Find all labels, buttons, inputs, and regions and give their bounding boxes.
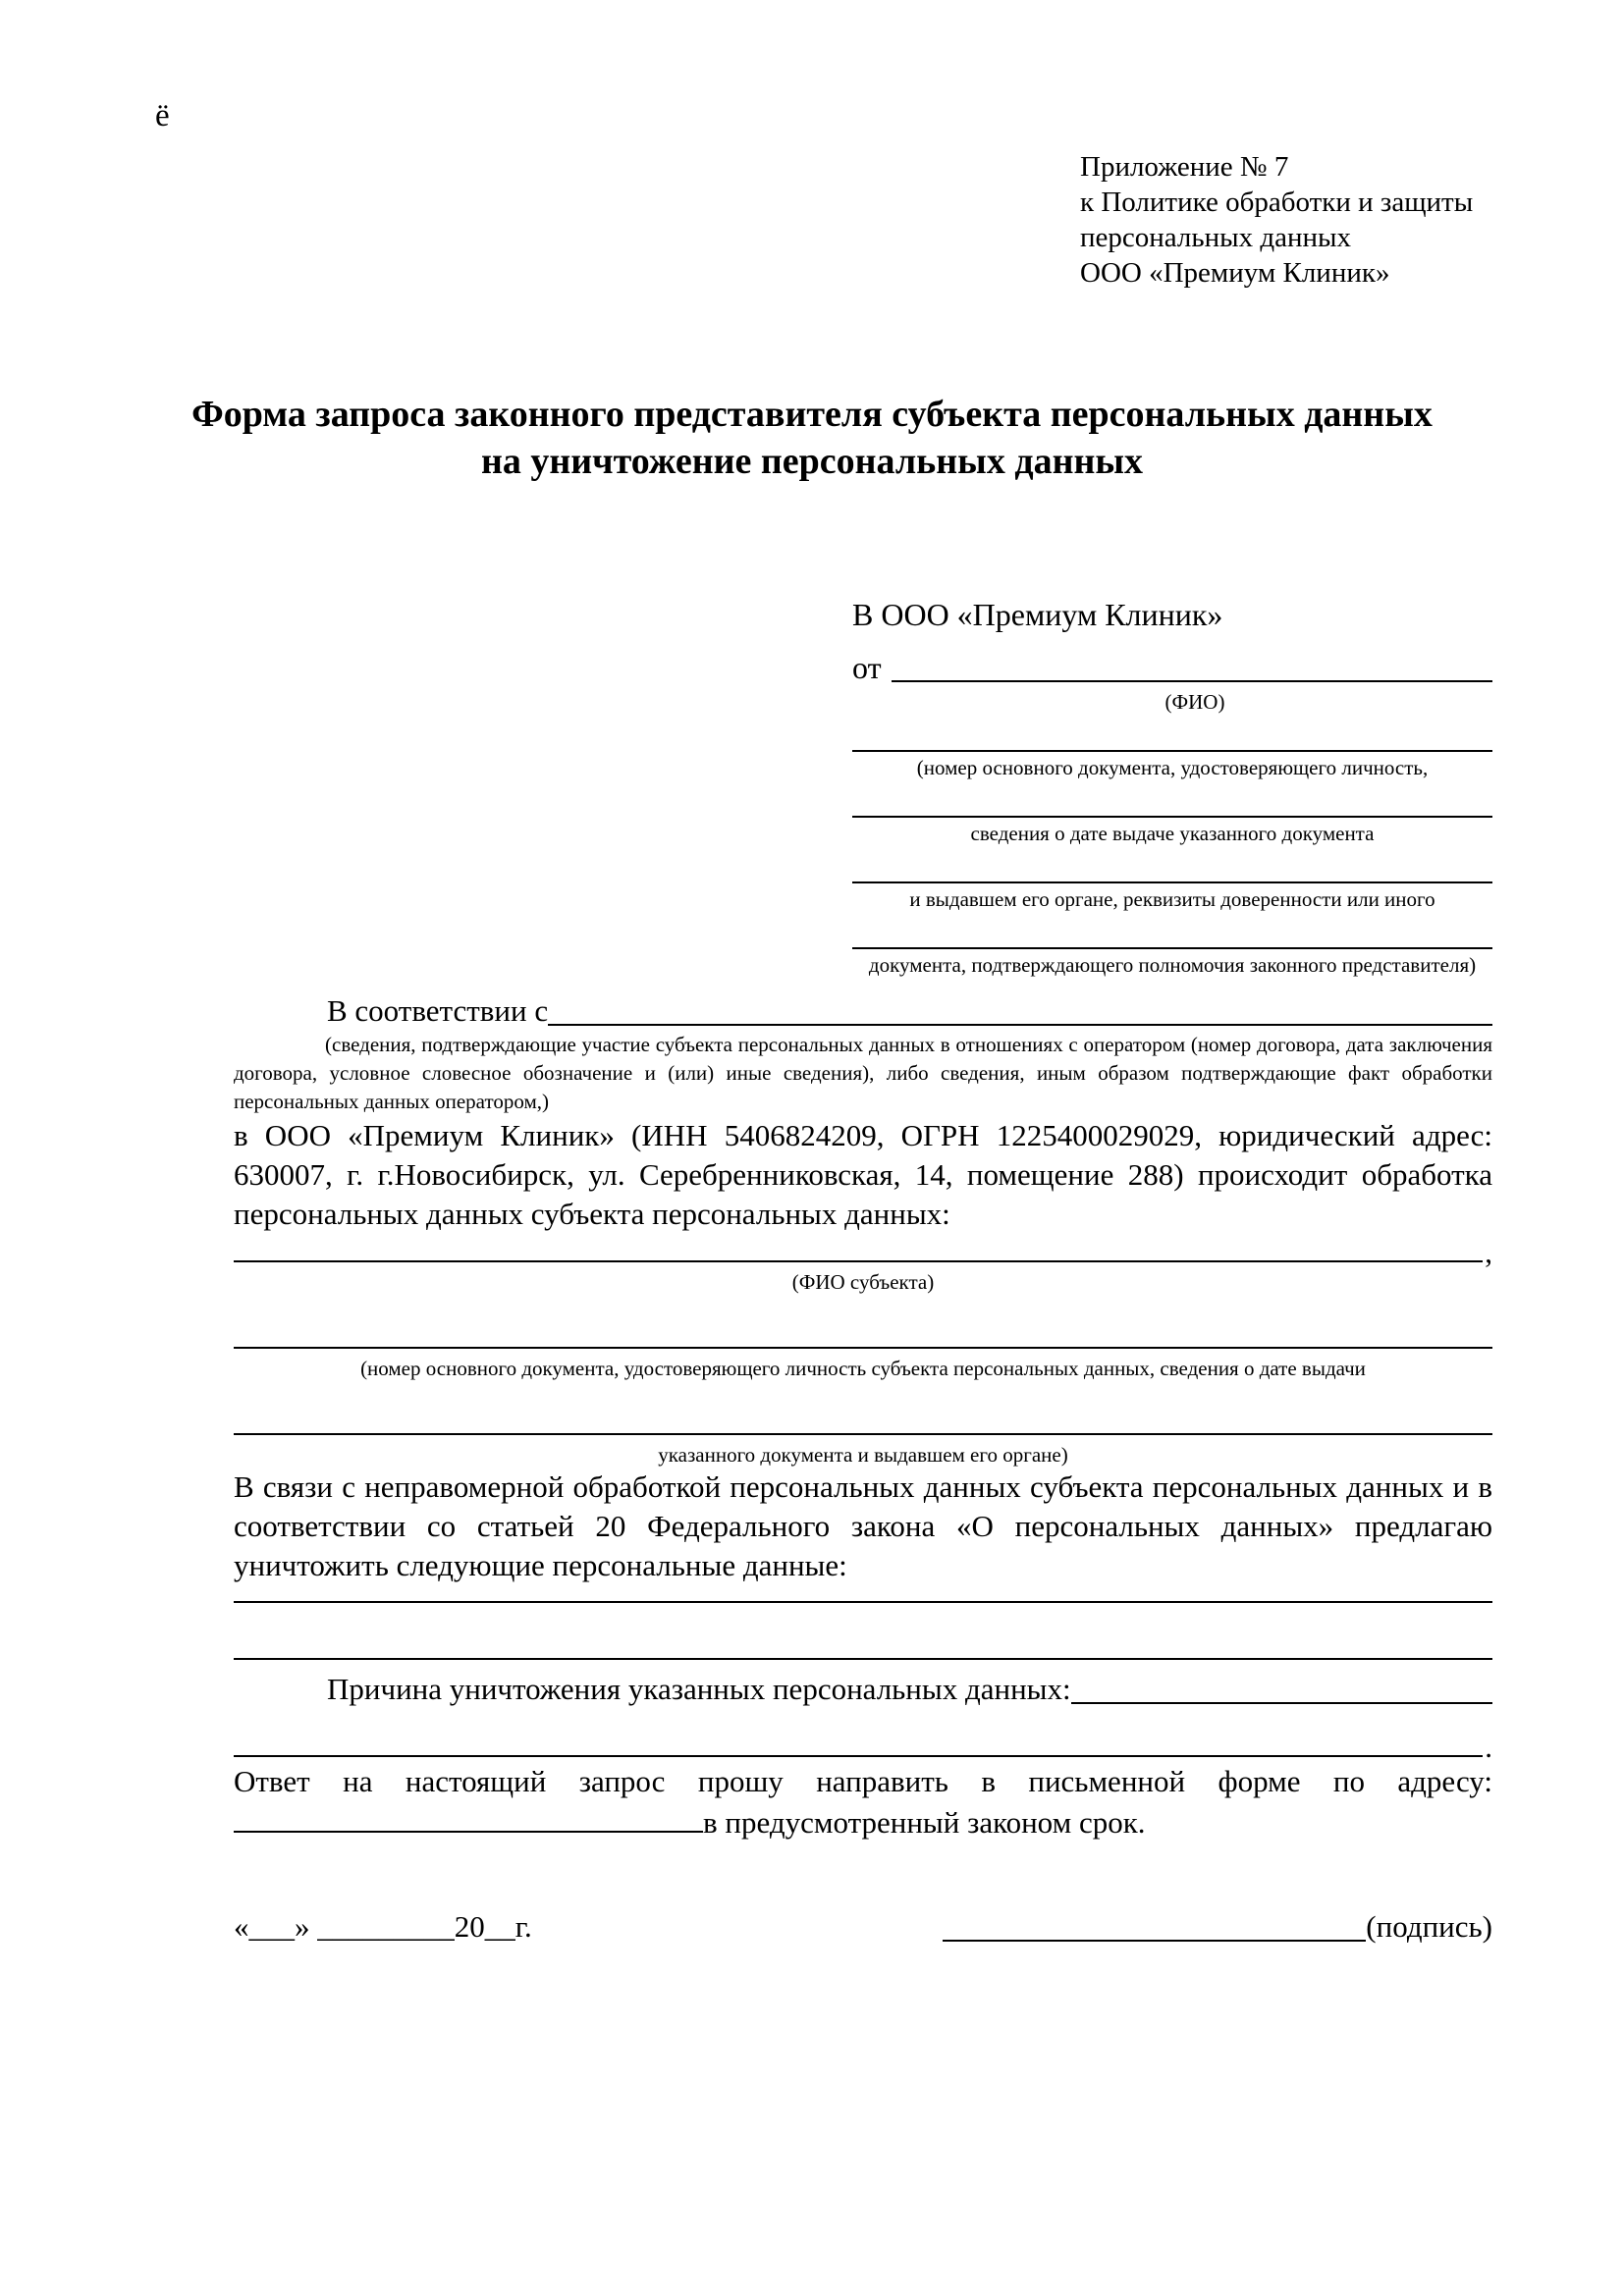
subject-fio-underline bbox=[234, 1260, 1483, 1262]
addressee-from-row bbox=[852, 634, 1492, 687]
fio-underline bbox=[892, 651, 1492, 682]
reply-address-row bbox=[234, 1801, 1492, 1842]
appendix-line-3: персональных данных bbox=[1080, 222, 1352, 253]
doc-underline-1 bbox=[852, 750, 1492, 752]
form-title bbox=[59, 391, 1565, 485]
doc-caption-1: (номер основного документа, удостоверяющего личность, bbox=[916, 756, 1429, 779]
form-title-line-2: на уничтожение персональных данных bbox=[480, 441, 1144, 482]
subject-doc-caption-1: (номер основного документа, удостоверяющего личность субъекта персональных данных, сведения о дате выдачи bbox=[360, 1357, 1366, 1380]
trailing-comma: , bbox=[1485, 1235, 1492, 1269]
addressee-from-label: от bbox=[852, 650, 882, 685]
reason-fill-row bbox=[234, 1730, 1492, 1764]
reason-underline bbox=[1071, 1673, 1492, 1704]
doc-caption-4: документа, подтверждающего полномочия законного представителя) bbox=[868, 953, 1477, 977]
doc-underline-3 bbox=[852, 881, 1492, 883]
subject-doc-caption-2: указанного документа и выдавшем его органе) bbox=[658, 1443, 1068, 1467]
stray-char: ё bbox=[155, 98, 170, 133]
signature-underline bbox=[943, 1908, 1366, 1942]
reason-label: Причина уничтожения указанных персональных данных: bbox=[327, 1672, 1071, 1706]
addressee-to: В ООО «Премиум Клиник» bbox=[852, 597, 1223, 632]
signature-caption: (подпись) bbox=[1366, 1909, 1492, 1944]
main-text bbox=[234, 991, 1492, 1947]
reply-suffix: в предусмотренный законом срок. bbox=[703, 1805, 1146, 1840]
reason-row bbox=[234, 1668, 1492, 1709]
subject-doc-row-1 bbox=[234, 1324, 1492, 1354]
reply-paragraph: Ответ на настоящий запрос прошу направить в письменной форме по адресу: bbox=[234, 1764, 1492, 1798]
date-field: «___» _________20__г. bbox=[234, 1909, 532, 1944]
according-label: В соответствии с bbox=[327, 993, 549, 1028]
footer-row bbox=[234, 1907, 1492, 1947]
subject-doc-underline-2 bbox=[234, 1433, 1492, 1435]
doc-caption-3: и выдавшем его органе, реквизиты доверенности или иного bbox=[909, 887, 1435, 911]
addressee-block bbox=[852, 595, 1492, 978]
subject-fio-caption: (ФИО субъекта) bbox=[791, 1270, 935, 1294]
signature-field bbox=[943, 1907, 1492, 1947]
data-fill-line-2 bbox=[234, 1658, 1492, 1660]
reason-fill-line bbox=[234, 1755, 1483, 1757]
subject-doc-row-2 bbox=[234, 1411, 1492, 1440]
data-fill-line-1 bbox=[234, 1601, 1492, 1603]
according-underline bbox=[548, 994, 1492, 1026]
appendix-block bbox=[1080, 149, 1473, 291]
fio-caption: (ФИО) bbox=[1164, 690, 1225, 714]
according-row bbox=[234, 991, 1492, 1031]
trailing-period: . bbox=[1485, 1730, 1492, 1764]
according-caption: (сведения, подтверждающие участие субъекта персональных данных в отношениях с оператором (номер договора, дата заключения договора, условное словесное обозначение и (или) иные сведения), либо сведения, иным образом подтверждающие факт обработки персональных данных оператором,) bbox=[234, 1033, 1492, 1113]
doc-underline-4 bbox=[852, 947, 1492, 949]
appendix-line-1: Приложение № 7 bbox=[1080, 151, 1289, 183]
unlawful-paragraph: В связи с неправомерной обработкой персональных данных субъекта персональных данных и в соответствии со статьей 20 Федерального закона «О персональных данных» предлагаю уничтожить следующие персональные данные: bbox=[234, 1469, 1492, 1582]
subject-fio-row bbox=[234, 1235, 1492, 1269]
doc-underline-2 bbox=[852, 816, 1492, 818]
form-title-line-1: Форма запроса законного представителя субъекта персональных данных bbox=[191, 394, 1433, 435]
reply-address-underline bbox=[234, 1801, 703, 1833]
subject-doc-underline-1 bbox=[234, 1347, 1492, 1349]
appendix-line-4: ООО «Премиум Клиник» bbox=[1080, 257, 1390, 289]
operator-paragraph: в ООО «Премиум Клиник» (ИНН 5406824209, ОГРН 1225400029029, юридический адрес: 630007, г. г.Новосибирск, ул. Серебренниковская, 14, помещение 288) происходит обработка персональных данных субъекта персональных данных: bbox=[234, 1118, 1492, 1231]
doc-caption-2: сведения о дате выдаче указанного документа bbox=[970, 822, 1375, 845]
appendix-line-2: к Политике обработки и защиты bbox=[1080, 187, 1474, 218]
